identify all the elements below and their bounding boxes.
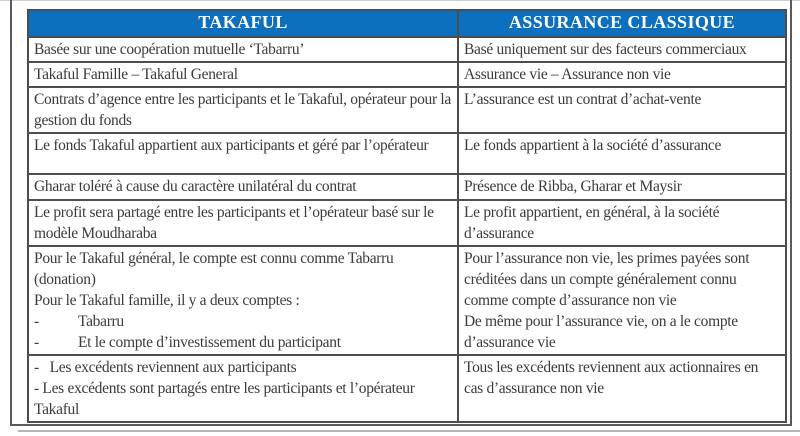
cell-paragraph: Le profit appartient, en général, à la société d’assurance: [464, 204, 723, 242]
takaful-cell: [28, 87, 458, 133]
classique-cell: [458, 37, 786, 62]
comparison-table: [27, 9, 787, 423]
cell-paragraph: - Les excédents reviennent aux participants: [34, 359, 297, 376]
table-row: [28, 133, 786, 174]
cell-paragraph: Basé uniquement sur des facteurs commerciaux: [464, 41, 747, 58]
takaful-cell: [28, 133, 458, 174]
classique-cell: [458, 355, 786, 422]
dash-marker: -: [34, 313, 39, 330]
cell-paragraph: Pour le Takaful famille, il y a deux comptes :: [34, 292, 300, 309]
cell-paragraph: Gharar toléré à cause du caractère unilatéral du contrat: [34, 178, 357, 195]
classique-cell: [458, 87, 786, 133]
table-row: [28, 200, 786, 246]
takaful-cell: [28, 62, 458, 87]
classique-cell: [458, 133, 786, 174]
table-row: [28, 37, 786, 62]
takaful-cell: [28, 246, 458, 355]
table-row: [28, 62, 786, 87]
takaful-cell: [28, 355, 458, 422]
cell-paragraph: Pour l’assurance non vie, les primes payées sont créditées dans un compte généralement connu comme compte d’assurance non vie: [464, 250, 753, 309]
classique-cell: [458, 246, 786, 355]
classique-cell: [458, 62, 786, 87]
takaful-cell: [28, 174, 458, 200]
cell-paragraph: Contrats d’agence entre les participants et le Takaful, opérateur pour la gestion du fonds: [34, 91, 455, 129]
cell-paragraph: Le fonds Takaful appartient aux participants et géré par l’opérateur: [34, 137, 429, 154]
header-row: [28, 10, 786, 37]
dash-marker: -: [34, 334, 39, 351]
takaful-cell: [28, 37, 458, 62]
cell-paragraph: Tous les excédents reviennent aux actionnaires en cas d’assurance non vie: [464, 359, 762, 397]
cell-paragraph: Assurance vie – Assurance non vie: [464, 66, 671, 83]
page-bottom-shadow: [18, 430, 800, 432]
classique-cell: [458, 200, 786, 246]
table-row: [28, 87, 786, 133]
cell-paragraph: - Les excédents sont partagés entre les participants et l’opérateur Takaful: [34, 380, 418, 418]
cell-paragraph: Pour le Takaful général, le compte est connu comme Tabarru (donation): [34, 250, 398, 288]
cell-paragraph: De même pour l’assurance vie, on a le compte d’assurance vie: [464, 313, 742, 351]
cell-paragraph: Le profit sera partagé entre les participants et l’opérateur basé sur le modèle Moudharaba: [34, 204, 438, 242]
list-item-text: Et le compte d’investissement du participant: [78, 334, 341, 351]
cell-paragraph: Le fonds appartient à la société d’assurance: [464, 137, 722, 154]
cell-paragraph: L’assurance est un contrat d’achat-vente: [464, 91, 702, 108]
takaful-cell: [28, 200, 458, 246]
classique-cell: [458, 174, 786, 200]
table-row: [28, 355, 786, 422]
cell-paragraph: Takaful Famille – Takaful General: [34, 66, 238, 83]
table-row: [28, 174, 786, 200]
cell-paragraph: Présence de Ribba, Gharar et Maysir: [464, 178, 682, 195]
cell-paragraph: Basée sur une coopération mutuelle ‘Tabarru’: [34, 41, 305, 58]
list-item: [34, 332, 451, 353]
list-item: [34, 311, 451, 332]
list-item-text: Tabarru: [78, 313, 124, 330]
table-row: [28, 246, 786, 355]
header-assurance-classique: ASSURANCE CLASSIQUE: [458, 10, 786, 37]
table-body: [28, 37, 786, 422]
header-takaful: TAKAFUL: [28, 10, 458, 37]
